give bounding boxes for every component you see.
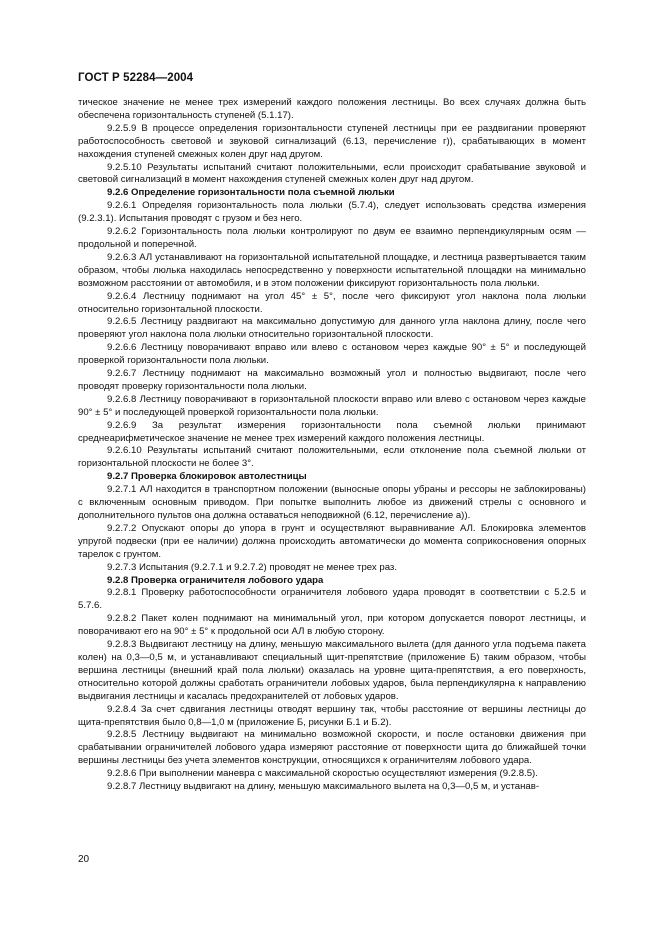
paragraph: 9.2.6.3 АЛ устанавливают на горизонтальной испытательной площадке, и лестница развертывается таким образом, чтобы люлька находилась непосредственно у поверхности испытательной площадки на минимально возможном расстоянии от автомобиля, и в этом положении фиксируют горизонтальность пола люльки.	[78, 251, 586, 289]
paragraph: 9.2.6.8 Лестницу поворачивают в горизонтальной плоскости вправо или влево с остановом через каждые 90° ± 5° и последующей проверкой горизонтальности пола люльки.	[78, 393, 586, 418]
paragraph: 9.2.6.4 Лестницу поднимают на угол 45° ± 5°, после чего фиксируют угол наклона пола люльки относительно горизонтальной плоскости.	[78, 290, 586, 315]
paragraph: 9.2.8.1 Проверку работоспособности ограничителя лобового удара проводят в соответствии с 5.2.5 и 5.7.6.	[78, 587, 586, 612]
paragraph: 9.2.6.5 Лестницу раздвигают на максимально допустимую для данного угла наклона длину, после чего проверяют угол наклона пола люльки относительно горизонтальной плоскости.	[78, 316, 586, 341]
paragraph: 9.2.5.9 В процессе определения горизонтальности ступеней лестницы при ее раздвигании проверяют работоспособность световой и звуковой сигнализаций (6.13, перечисление г)), срабатывающих в момент нахождения ступеней смежных колен друг над другом.	[78, 122, 586, 160]
paragraph: 9.2.6.9 За результат измерения горизонтальности пола съемной люльки принимают среднеарифметическое значение не менее трех измерений каждого положения лестницы.	[78, 419, 586, 444]
document-header: ГОСТ Р 52284—2004	[78, 72, 194, 84]
section-heading: 9.2.8 Проверка ограничителя лобового удара	[107, 574, 324, 586]
paragraph: 9.2.8.5 Лестницу выдвигают на минимально возможной скорости, и после остановки движения при срабатывании ограничителей лобового удара измеряют расстояние от поверхности щита до ближайшей точки вершины лестницы без учета элементов конструкции, относящихся к ограничителям лобового удара.	[78, 729, 586, 767]
paragraph: 9.2.8.4 За счет сдвигания лестницы отводят вершину так, чтобы расстояние от вершины лестницы до щита-препятствия было 0,8—1,0 м (приложение Б, рисунки Б.1 и Б.2).	[78, 703, 586, 728]
section-heading: 9.2.7 Проверка блокировок автолестницы	[107, 471, 307, 483]
paragraph: 9.2.6.2 Горизонтальность пола люльки контролируют по двум ее взаимно перпендикулярным осям — продольной и поперечной.	[78, 226, 586, 250]
paragraph: тическое значение не менее трех измерений каждого положения лестницы. Во всех случаях должна быть обеспечена горизонтальность ступеней (5.1.17).	[78, 97, 586, 121]
paragraph: 9.2.6.1 Определяя горизонтальность пола люльки (5.7.4), следует использовать средства измерения (9.2.3.1). Испытания проводят с грузом и без него.	[78, 200, 586, 225]
paragraph: 9.2.8.7 Лестницу выдвигают на длину, меньшую максимального вылета на 0,3—0,5 м, и устанав-	[107, 781, 540, 793]
paragraph: 9.2.6.6 Лестницу поворачивают вправо или влево с остановом через каждые 90° ± 5° и последующей проверкой горизонтальности пола люльки.	[78, 342, 586, 367]
document-body	[78, 97, 586, 794]
paragraph: 9.2.6.7 Лестницу поднимают на максимально возможный угол и полностью выдвигают, после чего проводят проверку горизонтальности пола люльки.	[78, 368, 586, 392]
paragraph: 9.2.7.3 Испытания (9.2.7.1 и 9.2.7.2) проводят не менее трех раз.	[107, 561, 397, 573]
section-heading: 9.2.6 Определение горизонтальности пола съемной люльки	[107, 187, 395, 199]
paragraph: 9.2.8.2 Пакет колен поднимают на минимальный угол, при котором допускается поворот лестницы, и поворачивают его на 90° ± 5° к продольной оси АЛ в любую сторону.	[78, 613, 586, 638]
paragraph: 9.2.8.3 Выдвигают лестницу на длину, меньшую максимального вылета (для данного угла подъема пакета колен) на 0,3—0,5 м, и устанавливают специальный щит-препятствие (приложение Б) таким образом, чтобы вершина лестницы (внешний край пола люльки) оказалась на уровне щита-препятствия, а его поверхность, относительно которой должны сработать ограничители лобовых ударов, была перпендикулярна к направлению выдвигания лестницы и касалась предохранителей от лобовых ударов.	[78, 639, 586, 702]
paragraph: 9.2.6.10 Результаты испытаний считают положительными, если отклонение пола съемной люльки от горизонтальной плоскости не более 3°.	[78, 445, 586, 470]
paragraph: 9.2.5.10 Результаты испытаний считают положительными, если происходит срабатывание звуковой и световой сигнализаций в момент нахождения ступеней смежных колен друг над другом.	[78, 161, 586, 186]
paragraph: 9.2.8.6 При выполнении маневра с максимальной скоростью осуществляют измерения (9.2.8.5).	[107, 768, 538, 780]
paragraph: 9.2.7.1 АЛ находится в транспортном положении (выносные опоры убраны и рессоры не заблокированы) с включенным основным приводом. При попытке выполнить любое из движений стрелы с основного и дополнительного пультов она должна оставаться неподвижной (6.12, перечисление а)).	[78, 484, 586, 521]
paragraph: 9.2.7.2 Опускают опоры до упора в грунт и осуществляют выравнивание АЛ. Блокировка элементов упругой подвески (при ее наличии) должна происходить автоматически до момента соприкосновения опорных тарелок с грунтом.	[78, 522, 586, 560]
page-number: 20	[78, 854, 90, 865]
